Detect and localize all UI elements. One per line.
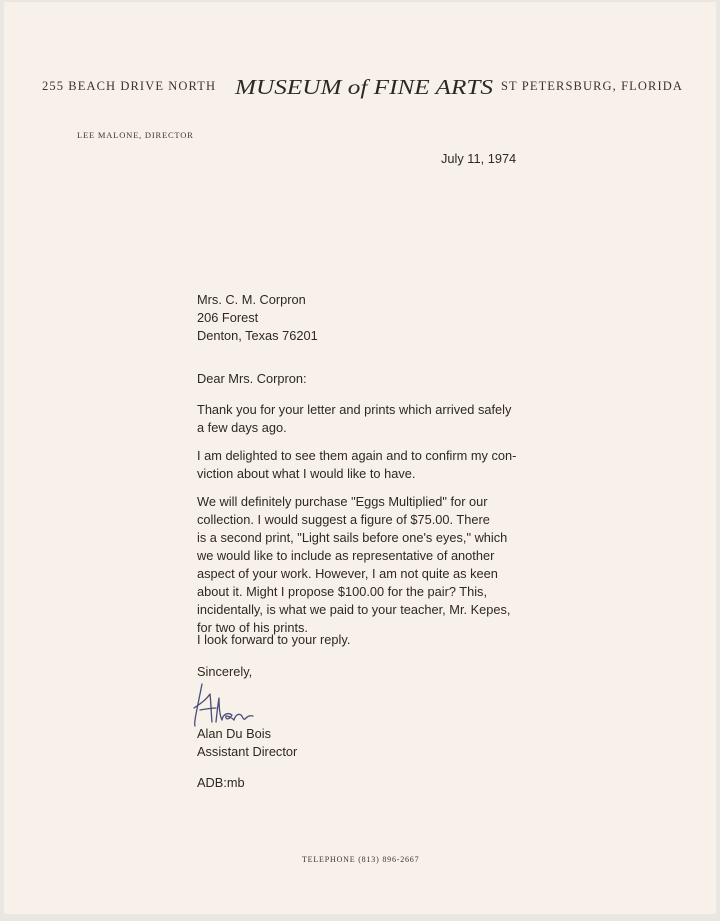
museum-name-text: MUSEUM of FINE ARTS (233, 75, 494, 99)
museum-logo (233, 74, 497, 100)
letterhead-address-right: ST PETERSBURG, FLORIDA (501, 79, 683, 93)
letterhead-address-left: 255 BEACH DRIVE NORTH (42, 79, 217, 93)
paragraph-line: I am delighted to see them again and to confirm my con- (197, 448, 517, 463)
paragraph-line: a few days ago. (197, 420, 287, 435)
recipient-address (197, 291, 318, 345)
reference-initials: ADB:mb (197, 775, 245, 790)
letter-page (4, 2, 716, 914)
signer-name: Alan Du Bois (197, 726, 271, 741)
recipient-city: Denton, Texas 76201 (197, 328, 318, 343)
paragraph-line: about it. Might I propose $100.00 for the pair? This, (197, 584, 488, 599)
body-paragraph-2 (197, 447, 516, 483)
salutation: Dear Mrs. Corpron: (197, 371, 307, 386)
paragraph-line: is a second print, "Light sails before one's eyes," which (197, 530, 508, 545)
paragraph-line: We will definitely purchase "Eggs Multiplied" for our (197, 494, 488, 509)
handwritten-signature (186, 682, 266, 728)
footer-telephone: TELEPHONE (813) 896-2667 (302, 855, 420, 864)
paragraph-line: aspect of your work. However, I am not quite as keen (197, 566, 498, 581)
closing: Sincerely, (197, 664, 253, 679)
body-paragraph-1 (197, 401, 511, 437)
recipient-name: Mrs. C. M. Corpron (197, 292, 306, 307)
paragraph-line: viction about what I would like to have. (197, 466, 416, 481)
signer-title: Assistant Director (197, 744, 298, 759)
body-paragraph-3 (197, 493, 510, 637)
signer-block (197, 725, 297, 761)
paragraph-line: for two of his prints. (197, 620, 308, 635)
recipient-street: 206 Forest (197, 310, 259, 325)
paragraph-line: incidentally, is what we paid to your teacher, Mr. Kepes, (197, 602, 511, 617)
paragraph-line: we would like to include as representative of another (197, 548, 495, 563)
director-name: LEE MALONE, DIRECTOR (77, 130, 194, 140)
body-paragraph-4 (197, 631, 350, 649)
letter-date: July 11, 1974 (441, 151, 517, 166)
paragraph-line: collection. I would suggest a figure of $75.00. There (197, 512, 490, 527)
paragraph-line: I look forward to your reply. (197, 632, 351, 647)
paragraph-line: Thank you for your letter and prints which arrived safely (197, 402, 512, 417)
